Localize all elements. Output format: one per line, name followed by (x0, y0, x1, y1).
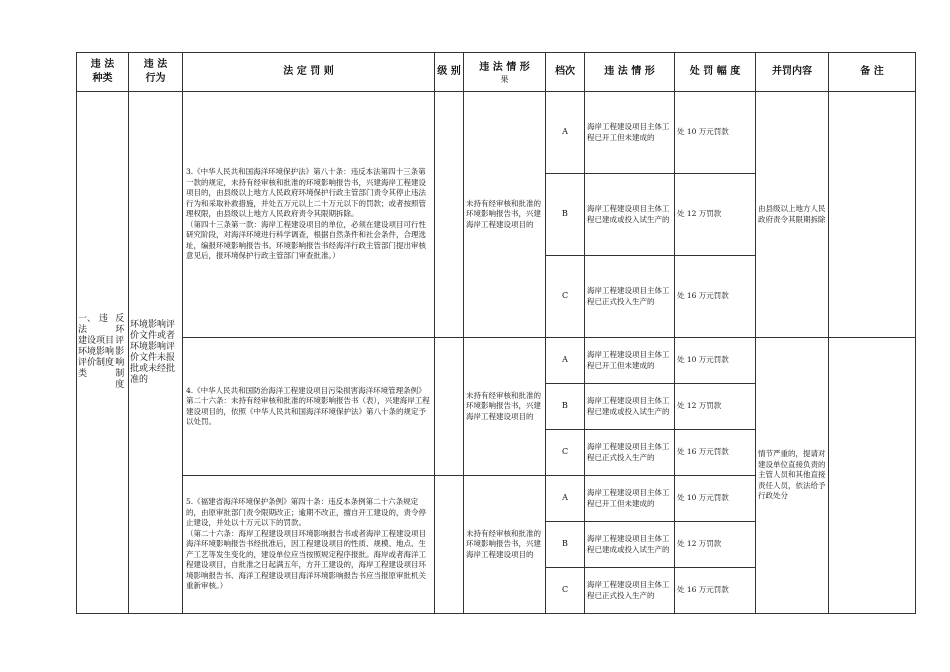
rule-text: 4.《中华人民共和国防治海洋工程建设项目污染损害海洋环境管理条例》第二十六条：未持有经审核和批准的环境影响报告书（表），兴建海岸工程建设项目的，依照《中华人民共和国海洋环境保护法》第八十条的规定予以处罚。 (186, 385, 430, 426)
circumstance-cell-1: 未持有经审核和批准的环境影响报告书，兴建海岸工程建设项目的 (464, 92, 546, 338)
penalty-range: 处 10 万元罚款 (675, 92, 756, 174)
penalty-range: 处 10 万元罚款 (675, 476, 756, 522)
combined-cell-1: 由县级以上地方人民政府责令其限期拆除 (756, 92, 829, 338)
combined-cell-shared: 情节严重的，提请对建设单位直接负责的主管人员和其他直接责任人员，依法给予行政处分 (756, 338, 829, 614)
grade-cell: C (546, 568, 585, 614)
grade-cell: C (546, 256, 585, 338)
note-cell-1 (829, 92, 916, 338)
header-note: 备 注 (829, 53, 916, 92)
penalty-range: 处 10 万元罚款 (675, 338, 756, 384)
grade-cell: A (546, 476, 585, 522)
header-rule: 法 定 罚 则 (183, 53, 435, 92)
circumstance-cell-3: 未持有经审核和批准的环境影响报告书，兴建海岸工程建设项目的 (464, 476, 546, 614)
penalty-range: 处 16 万元罚款 (675, 430, 756, 476)
header-level: 级 别 (435, 53, 464, 92)
rule-cell-1 (183, 92, 435, 338)
circumstance-detail: 海岸工程建设项目主体工程已建成或投入试生产的 (585, 522, 675, 568)
penalty-range: 处 12 万罚款 (675, 174, 756, 256)
header-circumstance-detail: 违 法 情 形 (585, 53, 675, 92)
circumstance-cell-2: 未持有经审核和批准的环境影响报告书，兴建海岸工程建设项目的 (464, 338, 546, 476)
header-circumstance: 违 法 情 形 果 (464, 53, 546, 92)
rule-text: （第二十六条：海岸工程建设项目环境影响报告书或者海岸工程建设项目海洋环境影响报告书经批准后，因工程建设项目的性质、规模、地点、生产工艺等发生变化的，建设单位应当按照规定程序报批。海岸或者海洋工程建设项目，自批准之日起满五年，方开工建设的，海岸工程建设项目环境影响报告书、海洋工程建设项目海洋环境影响报告书应当报原审批机关重新审核。） (186, 528, 426, 591)
circumstance-detail: 海岸工程建设项目主体工程已建成或投入试生产的 (585, 384, 675, 430)
header-act: 违 法 行为 (129, 53, 183, 92)
level-cell-2 (435, 338, 464, 476)
rule-text: 3.《中华人民共和国海洋环境保护法》第八十条：违反本法第四十三条第一款的规定，未持有经审核和批准的环境影响报告书，兴建海岸工程建设项目的，由县级以上地方人民政府环境保护行政主管部门责令其停止违法行为和采取补救措施，并处五万元以上二十万元以下的罚款；或者按照管理权限，由县级以上地方人民政府责令其限期拆除。 (186, 167, 426, 219)
grade-cell: A (546, 338, 585, 384)
table-row (77, 338, 916, 384)
header-circumstance-sub: 果 (500, 74, 509, 84)
penalty-range: 处 16 万元罚款 (675, 256, 756, 338)
grade-cell: B (546, 384, 585, 430)
grade-cell: A (546, 92, 585, 174)
circumstance-detail: 海岸工程建设项目主体工程已正式投入生产的 (585, 256, 675, 338)
level-cell-1 (435, 92, 464, 338)
circumstance-detail: 海岸工程建设项目主体工程已开工但未建成的 (585, 338, 675, 384)
rule-text: （第四十三条第一款：海岸工程建设项目的单位，必须在建设项目可行性研究阶段，对海洋环境进行科学调查，根据自然条件和社会条件，合理选址，编报环境影响报告书。环境影响报告书经海洋行政主管部门提出审核意见后，报环境保护行政主管部门审查批准。） (186, 219, 426, 261)
header-combined: 并罚内容 (756, 53, 829, 92)
grade-cell: C (546, 430, 585, 476)
penalty-table (76, 52, 916, 614)
rule-cell-3 (183, 476, 435, 614)
circumstance-detail: 海岸工程建设项目主体工程已建成或投入试生产的 (585, 174, 675, 256)
penalty-range: 处 16 万元罚款 (675, 568, 756, 614)
penalty-table-page (76, 52, 916, 614)
level-cell-3 (435, 476, 464, 614)
violation-type-sub: 反环评 影响制度 (115, 314, 125, 390)
circumstance-detail: 海岸工程建设项目主体工程已开工但未建成的 (585, 476, 675, 522)
penalty-range: 处 12 万罚款 (675, 384, 756, 430)
grade-cell: B (546, 174, 585, 256)
rule-cell-2 (183, 338, 435, 476)
violation-type-cell (77, 92, 129, 614)
penalty-range: 处 12 万罚款 (675, 522, 756, 568)
grade-cell: B (546, 522, 585, 568)
rule-text: 5.《福建省海洋环境保护条例》第四十条：违反本条例第二十六条规定的，由原审批部门责令限期改正；逾期不改正，擅自开工建设的，责令停止建设，并处以十万元以下的罚款。 (186, 497, 426, 528)
violation-type-label: 一、 违法 建设项目 环境影响 评价制度 类 (78, 314, 115, 379)
header-penalty-range: 处 罚 幅 度 (675, 53, 756, 92)
header-grade: 档次 (546, 53, 585, 92)
violation-act-cell: 环境影响评价文件或者环境影响评价文件未报批或未经批准的 (129, 92, 183, 614)
table-row (77, 92, 916, 174)
circumstance-detail: 海岸工程建设项目主体工程已正式投入生产的 (585, 568, 675, 614)
header-type: 违 法 种类 (77, 53, 129, 92)
header-row (77, 53, 916, 92)
note-cell-2 (829, 338, 916, 614)
circumstance-detail: 海岸工程建设项目主体工程已正式投入生产的 (585, 430, 675, 476)
circumstance-detail: 海岸工程建设项目主体工程已开工但未建成的 (585, 92, 675, 174)
